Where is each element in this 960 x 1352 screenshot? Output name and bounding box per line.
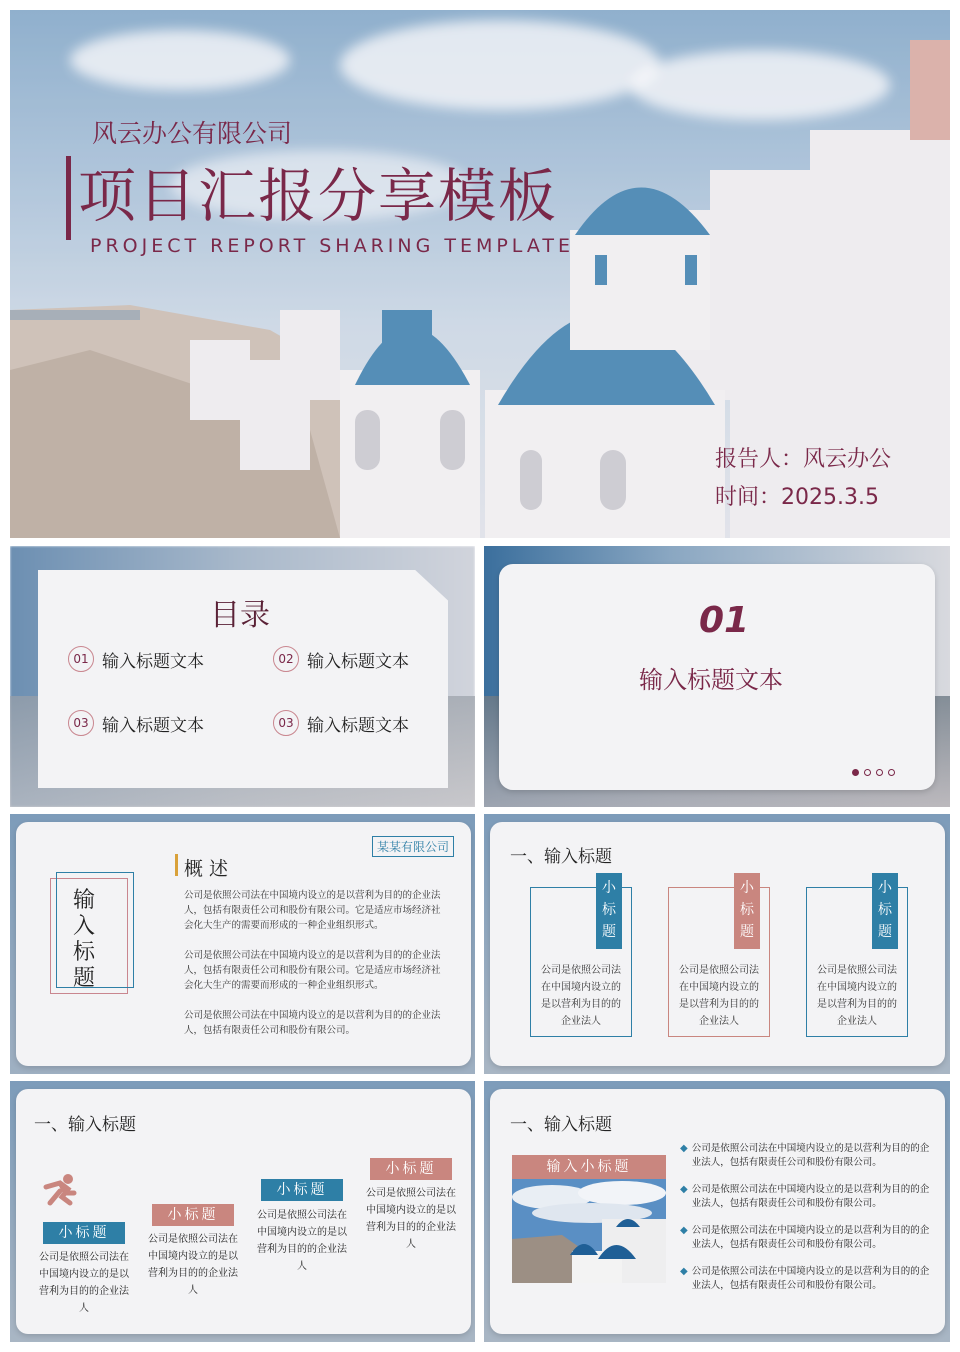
bullet-list bbox=[680, 1142, 932, 1293]
step-text: 公司是依照公司法在中国境内设立的是以营利为目的的企业法人 bbox=[366, 1188, 456, 1250]
dot[interactable] bbox=[876, 769, 883, 776]
overview-heading: 概 述 bbox=[184, 858, 229, 880]
toc-label: 输入标题文本 bbox=[102, 651, 204, 672]
card-text: 公司是依照公司法在中国境内设立的是以营利为目的的企业法人 bbox=[541, 965, 621, 1027]
bullet-item: ◆ 公司是依照公司法在中国境内设立的是以营利为目的的企业法人，包括有限责任公司和股份有限公司。 bbox=[680, 1184, 930, 1209]
date-label: 时间：2025.3.5 bbox=[715, 485, 879, 510]
toc-num: 03 bbox=[273, 710, 299, 736]
reporter-label: 报告人：风云办公 bbox=[715, 447, 892, 472]
step-text: 公司是依照公司法在中国境内设立的是以营利为目的的企业法人 bbox=[257, 1210, 347, 1272]
toc-item-3[interactable] bbox=[68, 710, 204, 736]
step-tag: 小标题 bbox=[43, 1222, 125, 1244]
toc-item-2[interactable] bbox=[273, 646, 409, 672]
santorini-photo bbox=[512, 1179, 666, 1283]
step-tag: 小标题 bbox=[152, 1204, 234, 1226]
dot[interactable] bbox=[864, 769, 871, 776]
overview-paragraph: 公司是依照公司法在中国境内设立的是以营利为目的的企业法人，包括有限责任公司和股份有限公司。 bbox=[184, 1010, 441, 1036]
slide-heading: 一、输入标题 bbox=[510, 1115, 612, 1135]
english-subtitle: PROJECT REPORT SHARING TEMPLATE bbox=[90, 235, 574, 257]
bullet-item: ◆ 公司是依照公司法在中国境内设立的是以营利为目的的企业法人，包括有限责任公司和股份有限公司。 bbox=[680, 1266, 930, 1291]
diamond-bullet-icon: ◆ bbox=[680, 1143, 688, 1154]
toc-title: 目录 bbox=[210, 598, 270, 633]
section-slide bbox=[484, 546, 950, 807]
overview-slide bbox=[10, 814, 475, 1074]
photo-slide bbox=[484, 1081, 950, 1342]
step-text: 公司是依照公司法在中国境内设立的是以营利为目的的企业法人 bbox=[39, 1252, 129, 1314]
pagination-dots bbox=[852, 769, 895, 776]
steps-slide bbox=[10, 1081, 475, 1342]
running-person-icon bbox=[38, 1173, 78, 1209]
dot[interactable] bbox=[888, 769, 895, 776]
photo-tag: 输入小标题 bbox=[512, 1155, 666, 1179]
heading-accent bbox=[175, 854, 178, 876]
title-accent-bar bbox=[66, 156, 71, 240]
toc-label: 输入标题文本 bbox=[307, 651, 409, 672]
card-text: 公司是依照公司法在中国境内设立的是以营利为目的的企业法人 bbox=[679, 965, 759, 1027]
toc-item-4[interactable] bbox=[273, 710, 409, 736]
toc-item-1[interactable] bbox=[68, 646, 204, 672]
overview-paragraph: 公司是依照公司法在中国境内设立的是以营利为目的的企业法人，包括有限责任公司和股份有限公司。它是适应市场经济社会化大生产的需要而形成的一种企业组织形式。 bbox=[184, 890, 441, 931]
company-name: 风云办公有限公司 bbox=[92, 119, 293, 148]
vertical-title: 输入标题 bbox=[73, 888, 96, 991]
toc-num: 02 bbox=[273, 646, 299, 672]
diamond-bullet-icon: ◆ bbox=[680, 1225, 688, 1236]
diamond-bullet-icon: ◆ bbox=[680, 1184, 688, 1195]
toc-num: 03 bbox=[68, 710, 94, 736]
step-tag: 小标题 bbox=[261, 1179, 343, 1201]
slide-heading: 一、输入标题 bbox=[510, 847, 612, 867]
slide-heading: 一、输入标题 bbox=[34, 1115, 136, 1135]
company-badge: 某某有限公司 bbox=[372, 836, 454, 857]
bullet-item: ◆ 公司是依照公司法在中国境内设立的是以营利为目的的企业法人，包括有限责任公司和股份有限公司。 bbox=[680, 1225, 930, 1250]
toc-slide bbox=[10, 546, 475, 807]
toc-label: 输入标题文本 bbox=[102, 715, 204, 736]
section-number: 01 bbox=[699, 600, 750, 641]
page-title: 项目汇报分享模板 bbox=[78, 162, 559, 230]
card-tag: 小标题 bbox=[872, 873, 898, 949]
step-text: 公司是依照公司法在中国境内设立的是以营利为目的的企业法人 bbox=[148, 1234, 238, 1296]
bullet-item: ◆ 公司是依照公司法在中国境内设立的是以营利为目的的企业法人，包括有限责任公司和股份有限公司。 bbox=[680, 1143, 930, 1168]
card-text: 公司是依照公司法在中国境内设立的是以营利为目的的企业法人 bbox=[817, 965, 897, 1027]
dot-active[interactable] bbox=[852, 769, 859, 776]
step-tag: 小标题 bbox=[370, 1158, 452, 1180]
card-tag: 小标题 bbox=[734, 873, 760, 949]
toc-label: 输入标题文本 bbox=[307, 715, 409, 736]
overview-paragraph: 公司是依照公司法在中国境内设立的是以营利为目的的企业法人，包括有限责任公司和股份有限公司。它是适应市场经济社会化大生产的需要而形成的一种企业组织形式。 bbox=[184, 950, 441, 991]
three-cards-slide bbox=[484, 814, 950, 1074]
toc-num: 01 bbox=[68, 646, 94, 672]
card-tag: 小标题 bbox=[596, 873, 622, 949]
cover-slide bbox=[10, 10, 950, 538]
diamond-bullet-icon: ◆ bbox=[680, 1266, 688, 1277]
section-title: 输入标题文本 bbox=[639, 666, 783, 694]
